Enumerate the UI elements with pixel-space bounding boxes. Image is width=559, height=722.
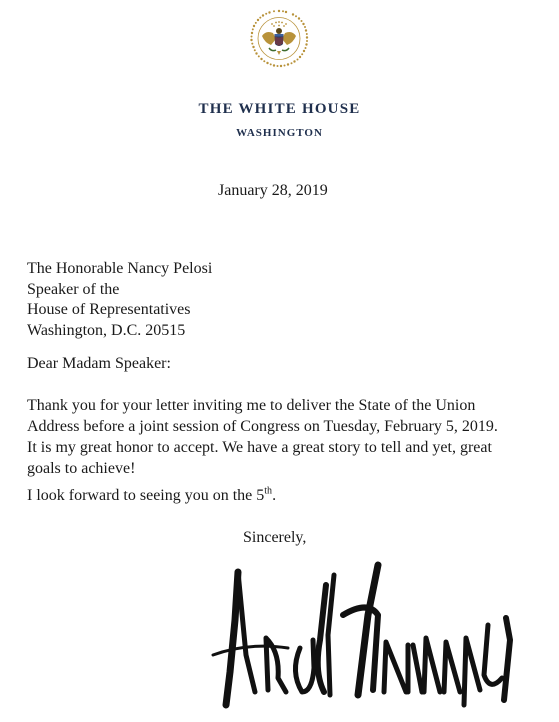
signature-image <box>208 560 528 710</box>
recipient-chamber: House of Representatives <box>27 301 191 318</box>
recipient-name: The Honorable Nancy Pelosi <box>27 260 213 277</box>
salutation: Dear Madam Speaker: <box>27 355 171 372</box>
valediction: Sincerely, <box>243 529 307 546</box>
letterhead-title: THE WHITE HOUSE <box>198 101 361 117</box>
body-line: Address before a joint session of Congress on Tuesday, February 5, 2019. <box>27 418 498 435</box>
closing-text: I look forward to seeing you on the 5 <box>27 487 265 504</box>
body-line: It is my great honor to accept. We have a great story to tell and yet, great <box>27 439 492 456</box>
body-paragraph <box>27 395 542 479</box>
letter-date: January 28, 2019 <box>218 182 328 199</box>
body-line: goals to achieve! <box>27 460 136 477</box>
recipient-title: Speaker of the <box>27 280 120 298</box>
letterhead-subtitle: WASHINGTON <box>236 127 323 139</box>
closing-paragraph <box>27 487 276 505</box>
recipient-city: Washington, D.C. 20515 <box>27 321 186 339</box>
ordinal-suffix: th <box>264 485 273 497</box>
body-line: Thank you for your letter inviting me to deliver the State of the Union <box>27 397 476 414</box>
presidential-seal-icon <box>236 6 322 80</box>
closing-period: . <box>272 487 277 504</box>
recipient-address <box>27 259 212 341</box>
